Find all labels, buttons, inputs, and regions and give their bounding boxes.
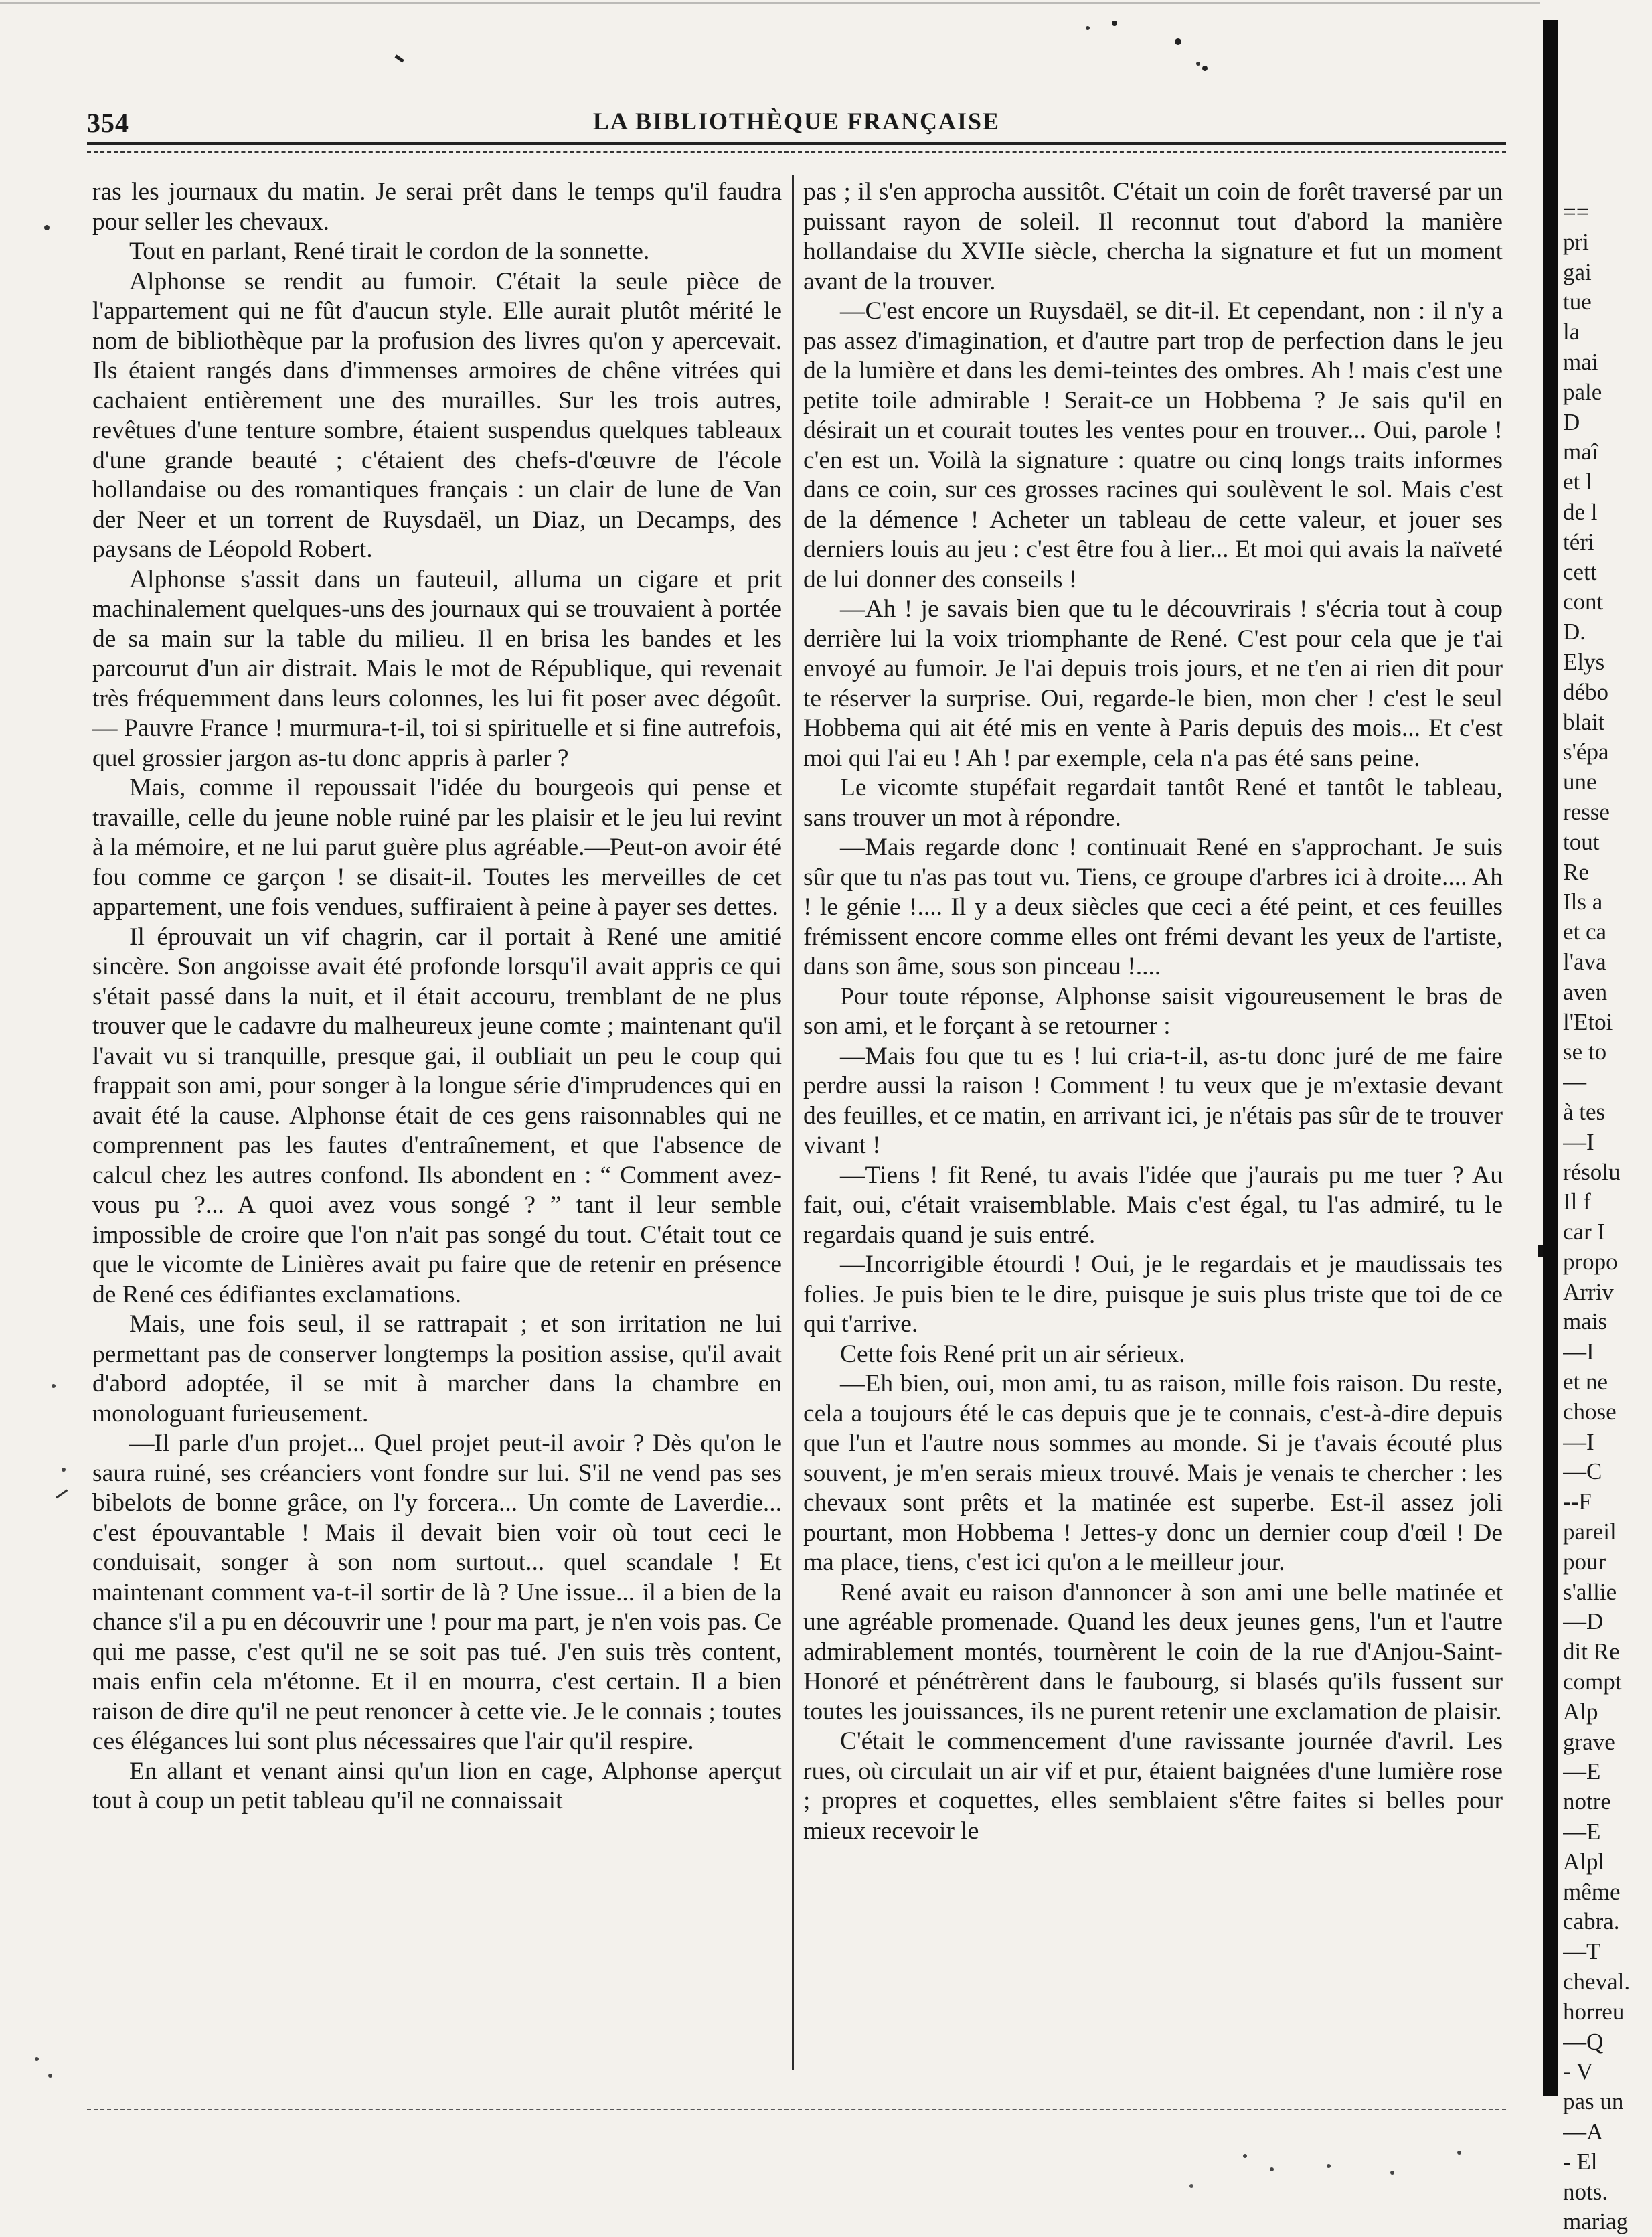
fragment-line: pas un	[1563, 2088, 1624, 2115]
fragment-line: propo	[1563, 1248, 1618, 1275]
paragraph: —C'est encore un Ruysdaël, se dit-il. Et cependant, non : il n'y a pas assez d'imagination, et d'autre part trop de perfection dans le jeu de la lumière et dans les demi-teintes des ombres. Ah ! mais c'est une petite toile admirable ! Serait-ce un Hobbema ? Je sais qu'il en désirait un et courait toutes les ventes pour en trouver... Oui, parole ! c'en est un. Voilà la signature : quatre ou cinq longs traits informes dans ce coin, sur ces grosses racines qui soulèvent le sol. Mais c'est de la démence ! Acheter un tableau de cette valeur, et jouer ses derniers louis au jeu : c'est être fou à lier... Et moi qui avais la naïveté de lui donner des conseils !	[803, 297, 1503, 593]
fragment-line: blait	[1563, 708, 1605, 735]
fragment-line: se to	[1563, 1038, 1607, 1065]
fragment-line: gai	[1563, 258, 1592, 285]
fragment-line: maî	[1563, 439, 1598, 465]
fragment-line: compt	[1563, 1669, 1622, 1695]
fragment-line: mais	[1563, 1308, 1608, 1335]
fragment-line: cett	[1563, 558, 1597, 585]
fragment-line: D.	[1563, 619, 1586, 645]
paragraph: —Ah ! je savais bien que tu le découvrirais ! s'écria tout à coup derrière lui la voix triomphante de René. C'est pour cela que je t'ai envoyé au fumoir. Je l'ai depuis trois jours, et ne t'en ai rien dit pour te réserver la surprise. Oui, regarde-le bien, mon cher ! c'est le seul Hobbema qui ait été mis en vente à Paris depuis des mois... Et c'est moi qui l'ai eu ! Ah ! par exemple, cela n'a pas été sans peine.	[803, 595, 1503, 772]
paragraph: —Mais fou que tu es ! lui cria-t-il, as-tu donc juré de me faire perdre aussi la raison ! Comment ! tu veux que je m'extasie devant des feuilles, et ce matin, en arrivant ici, je n'étais pas sûr de te trouver vivant !	[803, 1042, 1503, 1159]
fragment-line: —Q	[1563, 2028, 1604, 2055]
fragment-line: la	[1563, 319, 1580, 345]
paragraph: Alphonse s'assit dans un fauteuil, alluma un cigare et prit machinalement quelques-uns des journaux qui se trouvaient à portée de sa main sur la table du milieu. Il en brisa les bandes et les parcourut d'un air distrait. Mais le mot de République, qui revenait très fréquemment dans leurs colonnes, les lui fit poser avec dégoût.— Pauvre France ! murmura-t-il, toi si spirituelle et si fine autrefois, quel grossier jargon as-tu donc appris à parler ?	[92, 565, 782, 772]
paragraph: Le vicomte stupéfait regardait tantôt René et tantôt le tableau, sans trouver un mot à répondre.	[803, 774, 1503, 832]
paragraph: Mais, comme il repoussait l'idée du bourgeois qui pense et travaille, celle du jeune noble ruiné par les plaisir et le jeu lui revint à la mémoire, et ne lui parut guère plus agréable.—Peut-on avoir été fou comme ce garçon ! se disait-il. Toutes les merveilles de cet appartement, une fois vendues, suffiraient à peine à payer ses dettes.	[92, 774, 782, 921]
fragment-line: —E	[1563, 1758, 1601, 1785]
fragment-line: s'allie	[1563, 1578, 1617, 1605]
page-number: 354	[87, 108, 129, 138]
fragment-line: l'Etoi	[1563, 1008, 1613, 1035]
footer-rule	[87, 2109, 1506, 2110]
fragment-line: cheval.	[1563, 1969, 1631, 1995]
paragraph: —Eh bien, oui, mon ami, tu as raison, mille fois raison. Du reste, cela a toujours été le cas depuis que je te connais, c'est-à-dire depuis que l'un et l'autre nous sommes au monde. Si je t'avais écouté plus souvent, je m'en serais mieux trouvé. Mais je venais te chercher : les chevaux sont prêts et la matinée est superbe. Est-il assez joli pourtant, mon Hobbema ! Jettes-y donc un dernier coup d'œil ! De ma place, tiens, c'est ici qu'on a le meilleur jour.	[803, 1370, 1503, 1576]
fragment-line: chose	[1563, 1398, 1617, 1425]
fragment-line: Elys	[1563, 648, 1605, 675]
fragment-line: --F	[1563, 1488, 1592, 1515]
fragment-line: dit Re	[1563, 1638, 1620, 1665]
page-gutter-shadow	[1543, 20, 1558, 2096]
fragment-line: grave	[1563, 1728, 1615, 1755]
fragment-line: —D	[1563, 1608, 1604, 1635]
fragment-line: s'épa	[1563, 739, 1609, 765]
fragment-line: notre	[1563, 1788, 1611, 1815]
fragment-line: tout	[1563, 828, 1600, 855]
paragraph: C'était le commencement d'une ravissante journée d'avril. Les rues, où circulait un air vif et pur, étaient baignées d'une lumière rose ; propres et coquettes, elles semblaient s'être faites si belles pour mieux recevoir le	[803, 1727, 1503, 1845]
fragment-line: - V	[1563, 2058, 1594, 2085]
fragment-line: D	[1563, 408, 1580, 435]
running-title: LA BIBLIOTHÈQUE FRANÇAISE	[592, 108, 1001, 135]
fragment-line: cabra.	[1563, 1908, 1620, 1935]
paragraph: —Il parle d'un projet... Quel projet peut-il avoir ? Dès qu'on le saura ruiné, ses créanciers vont fondre sur lui. S'il ne vend pas ses bibelots de bonne grâce, on l'y forcera... Un comte de Laverdie... c'est épouvantable ! Mais il devait bien voir où tout ceci le conduisait, songer à son nom surtout... quel scandale ! Et maintenant comment va-t-il sortir de là ? Une issue... il a bien de la chance s'il a pu en découvrir une ! pour ma part, je n'en vois pas. Ce qui me passe, c'est qu'il ne se soit pas tué. J'en suis très content, mais enfin cela m'étonne. Et il en mourra, c'est certain. Il a bien raison de dire qu'il ne peut renoncer à cette vie. Je le connais ; toutes ces élégances lui sont plus nécessaires que l'air qu'il respire.	[92, 1430, 782, 1755]
paragraph: Cette fois René prit un air sérieux.	[840, 1340, 1185, 1368]
fragment-line: car I	[1563, 1219, 1606, 1245]
paragraph: —Tiens ! fit René, tu avais l'idée que j'aurais pu me tuer ? Au fait, oui, c'était vraisemblable. Mais c'est égal, tu l'as admiré, tu le regardais quand je suis entré.	[803, 1161, 1503, 1249]
fragment-line: et ne	[1563, 1369, 1608, 1395]
fragment-line: pour	[1563, 1548, 1606, 1575]
fragment-line: Alp	[1563, 1698, 1598, 1725]
paragraph: Pour toute réponse, Alphonse saisit vigoureusement le bras de son ami, et le forçant à se retourner :	[803, 982, 1503, 1040]
left-column	[92, 177, 782, 1817]
fragment-line: —I	[1563, 1338, 1594, 1365]
fragment-line: pri	[1563, 228, 1589, 255]
fragment-line: horreu	[1563, 1998, 1625, 2025]
fragment-line: Alpl	[1563, 1848, 1605, 1875]
fragment-line: et l	[1563, 469, 1592, 495]
fragment-line: - El	[1563, 2148, 1598, 2175]
fragment-line: —I	[1563, 1128, 1594, 1155]
paragraph: En allant et venant ainsi qu'un lion en cage, Alphonse aperçut tout à coup un petit tableau qu'il ne connaissait	[92, 1757, 782, 1815]
fragment-line: et ca	[1563, 919, 1607, 945]
page-header	[87, 100, 1506, 147]
fragment-line: tue	[1563, 289, 1592, 315]
header-rule-dashed	[87, 151, 1506, 153]
fragment-line: mai	[1563, 348, 1598, 375]
column-separator	[792, 175, 794, 2070]
fragment-line: une	[1563, 769, 1597, 795]
fragment-line: résolu	[1563, 1158, 1621, 1185]
fragment-line: téri	[1563, 528, 1594, 555]
fragment-line: Re	[1563, 858, 1589, 885]
fragment-line: même	[1563, 1878, 1621, 1905]
paragraph: pas ; il s'en approcha aussitôt. C'était un coin de forêt traversé par un puissant rayon de soleil. Il reconnut tout d'abord la manière hollandaise du XVIIe siècle, chercha la signature et fut un moment avant de la trouver.	[803, 178, 1503, 295]
fragment-line: l'ava	[1563, 948, 1606, 975]
fragment-line: —I	[1563, 1428, 1594, 1455]
fragment-line: à tes	[1563, 1098, 1606, 1125]
paragraph: René avait eu raison d'annoncer à son ami une belle matinée et une agréable promenade. Quand les deux jeunes gens, l'un et l'autre admirablement montés, tournèrent le coin de la rue d'Anjou-Saint-Honoré et pénétrèrent dans le faubourg, si blasés qu'ils fussent sur toutes les jouissances, ils ne purent retenir une exclamation de plaisir.	[803, 1578, 1503, 1725]
fragment-line: —T	[1563, 1938, 1601, 1965]
fragment-line: débo	[1563, 678, 1609, 705]
fragment-line: de l	[1563, 498, 1598, 525]
fragment-line: Ils a	[1563, 889, 1603, 915]
fragment-line: Il f	[1563, 1188, 1591, 1215]
fragment-line: pareil	[1563, 1519, 1617, 1545]
fragment-line: aven	[1563, 978, 1608, 1005]
fragment-line: —A	[1563, 2118, 1604, 2145]
fragment-line: resse	[1563, 798, 1610, 825]
paragraph: ras les journaux du matin. Je serai prêt dans le temps qu'il faudra pour seller les chevaux.	[92, 178, 782, 236]
paragraph: —Mais regarde donc ! continuait René en s'approchant. Je suis sûr que tu n'as pas tout vu. Tiens, ce groupe d'arbres ici à droite.... Ah ! le génie !.... Il y a deux siècles que ceci a été peint, et ces feuilles frémissent encore comme elles ont frémi devant les yeux de l'artiste, dans son âme, sous son pinceau !....	[803, 834, 1503, 980]
paragraph: Il éprouvait un vif chagrin, car il portait à René une amitié sincère. Son angoisse avait été profonde lorsqu'il avait appris ce qui s'était passé dans la nuit, et il était accouru, tremblant de ne plus trouver que le cadavre du malheureux jeune comte ; maintenant qu'il l'avait vu si tranquille, presque gai, il oubliait un peu le coup qui frappait son ami, pour songer à la longue série d'imprudences qui en avait été la cause. Alphonse était de ces gens raisonnables qui ne comprennent pas les fautes d'entraînement, et que l'absence de calcul chez les autres confond. Ils abondent en : “ Comment avez-vous pu ?... A quoi avez vous songé ? ” tant il leur semble impossible de croire que l'on n'ait pas songé du tout. C'était tout ce que le vicomte de Linières avait pu faire que de retenir en présence de René ces édifiantes exclamations.	[92, 923, 782, 1308]
fragment-line: cont	[1563, 589, 1604, 615]
paragraph: Alphonse se rendit au fumoir. C'était la seule pièce de l'appartement qui ne fût d'aucun style. Elle aurait plutôt mérité le nom de bibliothèque par la profusion des livres qu'on y apercevait. Ils étaient rangés dans d'immenses armoires de chêne vitrées qui cachaient entièrement une des murailles. Sur les trois autres, revêtues d'une tenture sombre, étaient suspendus quelques tableaux d'une grande beauté ; c'étaient des chefs-d'œuvre de l'école hollandaise ou des romantiques français : un clair de lune de Van der Neer et un torrent de Ruysdaël, un Diaz, un Decamps, des paysans de Léopold Robert.	[92, 267, 782, 563]
fragment-line: nots.	[1563, 2178, 1608, 2205]
header-rule	[87, 142, 1506, 145]
right-column	[803, 177, 1503, 1846]
fragment-line: ==	[1563, 199, 1590, 225]
fragment-line: mariag	[1563, 2208, 1629, 2235]
fragment-line: Arriv	[1563, 1278, 1614, 1305]
paragraph: Tout en parlant, René tirait le cordon de la sonnette.	[129, 238, 650, 265]
paragraph: —Incorrigible étourdi ! Oui, je le regardais et je maudissais tes folies. Je puis bien te le dire, puisque je suis plus triste que toi de ce qui t'arrive.	[803, 1251, 1503, 1338]
next-page-fragment	[1563, 198, 1652, 2237]
fragment-line: pale	[1563, 378, 1602, 405]
fragment-line: —E	[1563, 1819, 1601, 1845]
fragment-line: —	[1563, 1069, 1586, 1095]
paragraph: Mais, une fois seul, il se rattrapait ; et son irritation ne lui permettant pas de conserver longtemps la position assise, qu'il avait d'abord adoptée, il se mit à marcher dans la chambre en monologuant furieusement.	[92, 1310, 782, 1428]
fragment-line: —C	[1563, 1458, 1602, 1485]
